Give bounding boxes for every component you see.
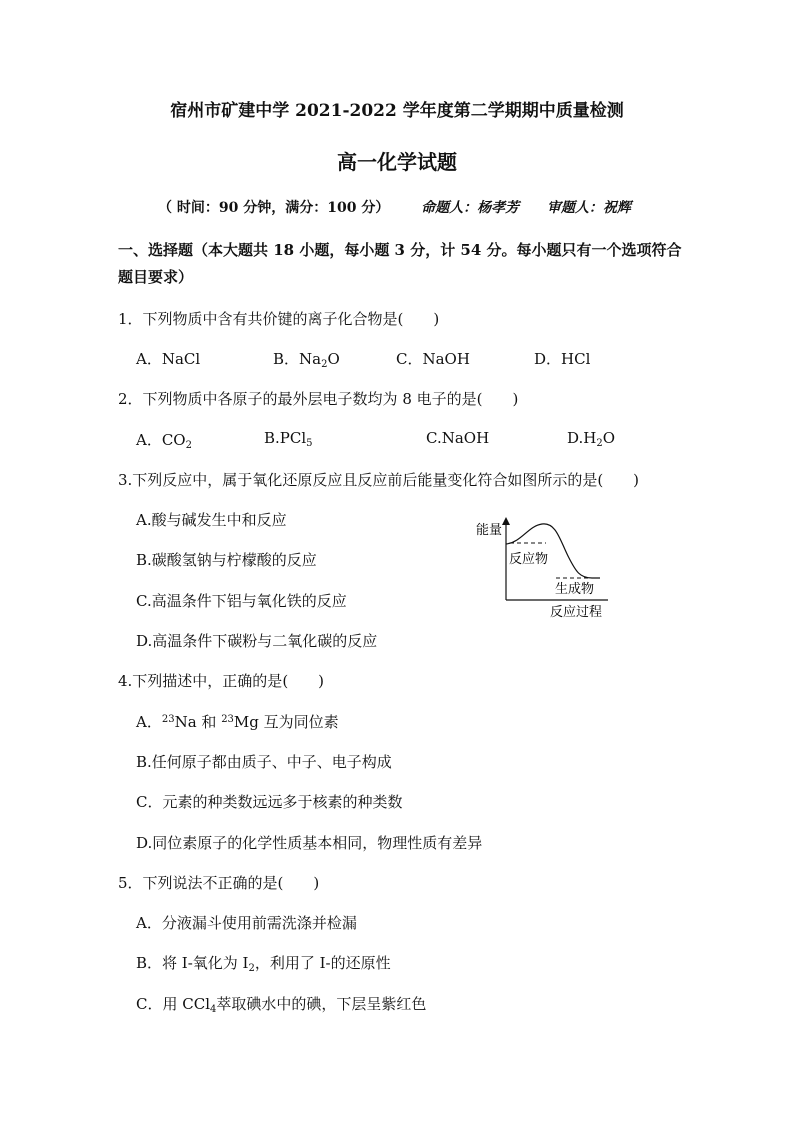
question-3-stem: 3.下列反应中，属于氧化还原反应且反应前后能量变化符合如图所示的是( ) — [118, 471, 640, 489]
product-label: 生成物 — [555, 582, 595, 597]
question-1-option-a: A．NaCl — [136, 350, 201, 368]
question-5-option-a: A．分液漏斗使用前需洗涤并检漏 — [136, 914, 357, 932]
energy-x-label: 反应过程 — [550, 605, 603, 620]
energy-diagram — [470, 512, 620, 622]
question-3-option-b: B.碳酸氢钠与柠檬酸的反应 — [136, 551, 317, 569]
exam-reviewer: 审题人：祝辉 — [546, 200, 631, 216]
question-5-option-c: C．用 CCl$_4$萃取碘水中的碘，下层呈紫红色 — [136, 995, 427, 1015]
question-4-option-c: C．元素的种类数远远多于核素的种类数 — [136, 793, 403, 811]
question-3-option-c: C.高温条件下铝与氧化铁的反应 — [136, 592, 347, 610]
question-2-option-d: $D.H_2O$ — [567, 429, 616, 449]
question-1-option-b: B．$Na_2O$ — [273, 350, 340, 370]
question-1-option-c: C．NaOH — [396, 350, 470, 368]
question-4-option-d: D.同位素原子的化学性质基本相同，物理性质有差异 — [136, 834, 483, 852]
energy-y-label: 能量 — [476, 523, 503, 538]
exam-time-info: （ 时间：90 分钟，满分：100 分） — [158, 200, 390, 216]
exam-title: 宿州市矿建中学 2021-2022 学年度第二学期期中质量检测 — [170, 101, 624, 121]
question-5-stem: 5．下列说法不正确的是( ) — [118, 874, 320, 892]
question-4-stem: 4.下列描述中，正确的是( ) — [118, 672, 325, 690]
question-3-option-d: D.高温条件下碳粉与二氧化碳的反应 — [136, 632, 378, 650]
exam-subject: 高一化学试题 — [337, 150, 457, 174]
energy-curve — [506, 524, 600, 578]
question-2-option-b: B.PCl$_5$ — [264, 429, 313, 449]
question-3-option-a: A.酸与碱发生中和反应 — [136, 511, 287, 529]
energy-diagram-svg — [470, 512, 620, 622]
question-1-option-d: D．HCl — [534, 350, 591, 368]
question-1-stem: 1．下列物质中含有共价键的离子化合物是( ) — [118, 310, 440, 328]
question-4-option-b: B.任何原子都由质子、中子、电子构成 — [136, 753, 392, 771]
section-heading: 一、选择题（本大题共 18 小题，每小题 3 分，计 54 分。每小题只有一个选项符合题目要求） — [118, 241, 682, 286]
reactant-label: 反应物 — [509, 552, 549, 567]
exam-author: 命题人：杨孝芳 — [421, 200, 520, 216]
question-2-stem: 2．下列物质中各原子的最外层电子数均为 8 电子的是( ) — [118, 390, 519, 408]
question-5-option-b: B．将 I-氧化为 $I_2$，利用了 I-的还原性 — [136, 954, 391, 974]
exam-meta — [158, 197, 631, 217]
question-2-option-c: C.NaOH — [426, 429, 490, 447]
question-4-option-a: A．$^{23}$Na 和 $^{23}$Mg 互为同位素 — [136, 713, 339, 731]
energy-y-axis-arrow — [502, 517, 510, 525]
question-2-option-a: A．$CO_2$ — [136, 431, 192, 451]
